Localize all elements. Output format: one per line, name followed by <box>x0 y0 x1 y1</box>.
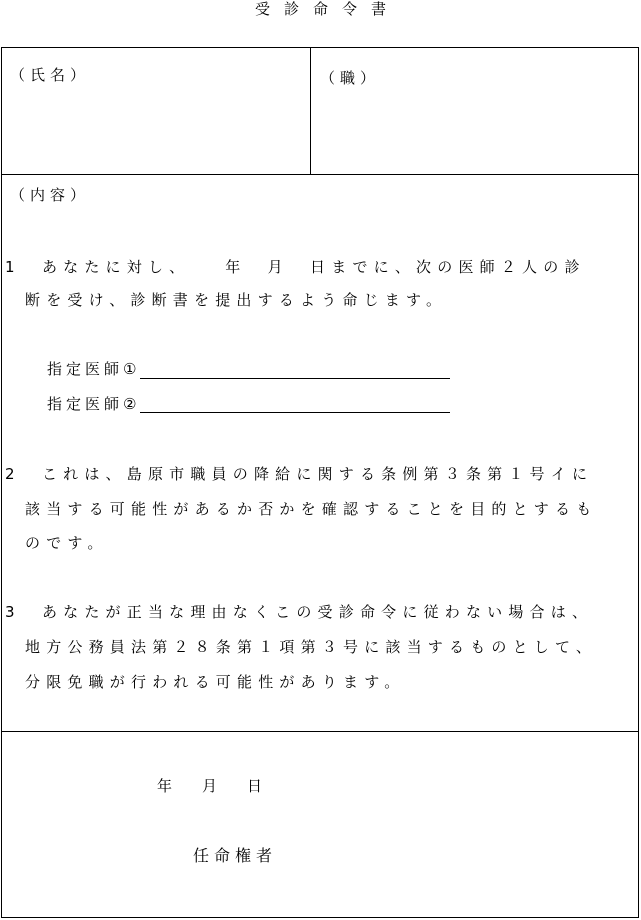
name-position-divider <box>310 48 311 174</box>
designated-doctor-2-line <box>140 412 450 413</box>
item2-line2: 該当する可能性があるか否かを確認することを目的とするも <box>25 500 598 518</box>
item3-line2: 地方公務員法第２８条第１項第３号に該当するものとして、 <box>25 638 598 656</box>
document-title: 受診命令書 <box>254 0 400 18</box>
appointer-label: 任命権者 <box>193 846 278 865</box>
name-label: （氏名） <box>10 66 91 84</box>
content-footer-divider <box>2 731 638 732</box>
date-field: 年 月 日 <box>157 777 263 795</box>
position-label: （職） <box>320 69 381 87</box>
item1-line1: 1 あなたに対し、 年 月 日までに、次の医師２人の診 <box>5 258 586 276</box>
designated-doctor-1-label: 指定医師① <box>47 360 141 378</box>
item1-line2: 断を受け、診断書を提出するよう命じます。 <box>25 291 448 309</box>
item2-line1: 2 これは、島原市職員の降給に関する条例第３条第１号イに <box>5 465 594 483</box>
item3-line3: 分限免職が行われる可能性があります。 <box>25 673 406 691</box>
header-row-divider <box>2 174 638 175</box>
designated-doctor-2-label: 指定医師② <box>47 395 141 413</box>
item2-line3: のです。 <box>25 534 109 552</box>
item3-line1: 3 あなたが正当な理由なくこの受診命令に従わない場合は、 <box>5 603 594 621</box>
designated-doctor-1-line <box>140 378 450 379</box>
content-label: （内容） <box>10 186 91 204</box>
